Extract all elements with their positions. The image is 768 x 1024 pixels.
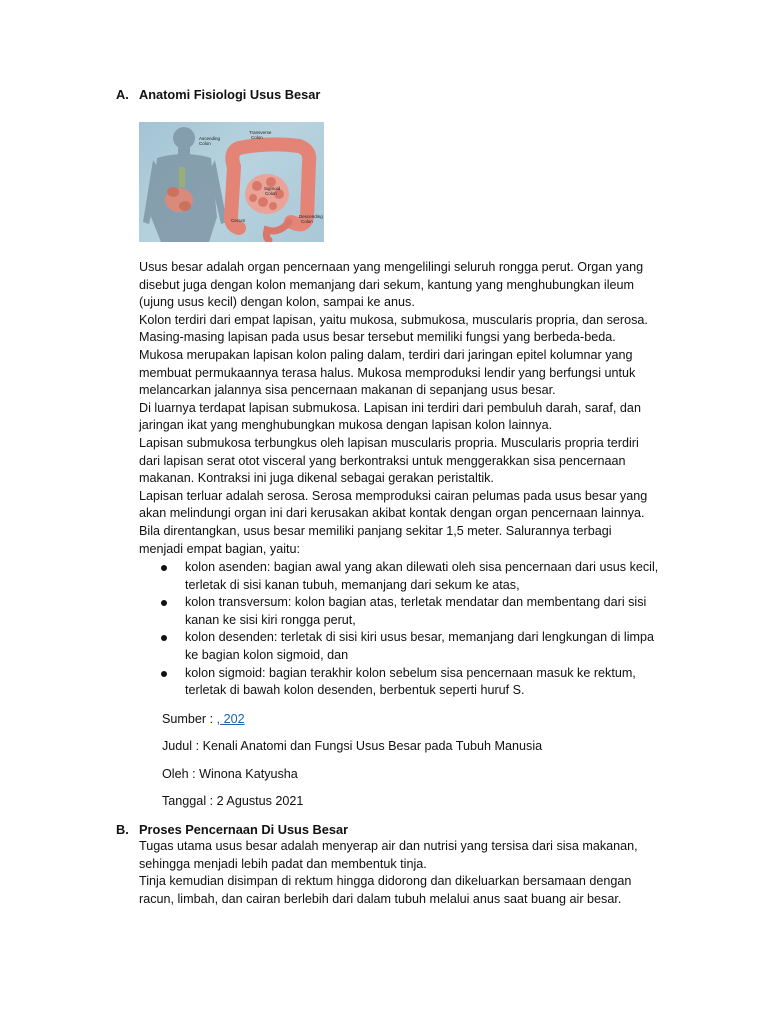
paragraph-line: menjadi empat bagian, yaitu: bbox=[139, 541, 301, 556]
paragraph-line: Lapisan terluar adalah serosa. Serosa memproduksi cairan pelumas pada usus besar yang bbox=[139, 488, 648, 503]
section-b-marker: B. bbox=[116, 822, 129, 837]
section-a-title: Anatomi Fisiologi Usus Besar bbox=[139, 87, 321, 102]
source-link[interactable]: , 202 bbox=[216, 712, 245, 726]
paragraph-line: dari lapisan serat otot visceral yang berkontraksi untuk menggerakkan sisa pencernaan bbox=[139, 453, 626, 468]
section-b-body bbox=[139, 838, 679, 908]
bullet-icon bbox=[161, 635, 167, 641]
paragraph-line: Masing-masing lapisan pada usus besar tersebut memiliki fungsi yang berbeda-beda. bbox=[139, 330, 616, 345]
paragraph-line: jaringan ikat yang menghubungkan mukosa dengan lapisan kolon lainnya. bbox=[139, 418, 553, 433]
source-line bbox=[162, 712, 245, 726]
source-label: Sumber : bbox=[162, 712, 217, 726]
label-descending-colon: Descending bbox=[299, 214, 323, 219]
paragraph-line: Usus besar adalah organ pencernaan yang mengelilingi seluruh rongga perut. Organ yang bbox=[139, 260, 644, 274]
paragraph-line: Lapisan submukosa terbungkus oleh lapisan muscularis propria. Muscularis propria terdiri bbox=[139, 435, 639, 450]
paragraph-line: makanan. Kontraksi ini juga dikenal sebagai gerakan peristaltik. bbox=[139, 471, 494, 486]
author-line: Oleh : Winona Katyusha bbox=[162, 767, 298, 781]
paragraph-line: racun, limbah, dan cairan berlebih dari dalam tubuh melalui anus saat buang air besar. bbox=[139, 891, 622, 906]
label-cecum: Cecum bbox=[231, 218, 246, 223]
paragraph-line: sehingga menjadi lebih padat dan membentuk tinja. bbox=[139, 856, 427, 871]
section-a-marker: A. bbox=[116, 87, 129, 102]
paragraph-line: Tugas utama usus besar adalah menyerap air dan nutrisi yang tersisa dari sisa makanan, bbox=[139, 839, 638, 853]
paragraph-line: akan melindungi organ ini dari kerusakan akibat kontak dengan organ pencernaan lainnya. bbox=[139, 506, 645, 521]
paragraph-line: membuat permukaannya terasa halus. Mukosa memproduksi lendir yang berfungsi untuk bbox=[139, 365, 636, 380]
paragraph-line: Di luarnya terdapat lapisan submukosa. Lapisan ini terdiri dari pembuluh darah, saraf, dan bbox=[139, 400, 641, 415]
paragraph-line: Bila direntangkan, usus besar memiliki panjang sekitar 1,5 meter. Salurannya terbagi bbox=[139, 523, 612, 538]
list-item: kolon sigmoid: bagian terakhir kolon sebelum sisa pencernaan masuk ke rektum, terletak di bawah kolon desenden, berbentuk seperti huruf S. bbox=[139, 665, 679, 700]
svg-text:Colon: Colon bbox=[199, 141, 211, 146]
judul-line: Judul : Kenali Anatomi dan Fungsi Usus Besar pada Tubuh Manusia bbox=[162, 739, 543, 753]
svg-text:Colon: Colon bbox=[301, 219, 313, 224]
section-a-heading bbox=[116, 87, 416, 105]
paragraph-line: Mukosa merupakan lapisan kolon paling dalam, terdiri dari jaringan epitel kolumnar yang bbox=[139, 347, 633, 362]
bullet-icon bbox=[161, 600, 167, 606]
colon-parts-list bbox=[139, 559, 679, 700]
paragraph-line: Tinja kemudian disimpan di rektum hingga didorong dan dikeluarkan bersamaan dengan bbox=[139, 874, 632, 889]
bullet-icon bbox=[161, 671, 167, 677]
colon-anatomy-figure bbox=[139, 122, 324, 242]
paragraph-line: melancarkan jalannya sisa pencernaan makanan di sepanjang usus besar. bbox=[139, 383, 556, 398]
label-sigmoid-colon: Sigmoid bbox=[264, 186, 281, 191]
colon-illustration bbox=[139, 122, 324, 242]
label-transverse-colon: Transverse bbox=[249, 130, 272, 135]
section-b-title: Proses Pencernaan Di Usus Besar bbox=[139, 822, 349, 837]
section-a-body bbox=[139, 259, 679, 558]
list-item: kolon desenden: terletak di sisi kiri usus besar, memanjang dari lengkungan di limpa ke bagian kolon sigmoid, dan bbox=[139, 629, 679, 664]
svg-text:Colon: Colon bbox=[251, 135, 263, 140]
paragraph-line: Kolon terdiri dari empat lapisan, yaitu mukosa, submukosa, muscularis propria, dan serosa. bbox=[139, 312, 648, 327]
bullet-icon bbox=[161, 565, 167, 571]
label-ascending-colon: Ascending bbox=[199, 136, 221, 141]
list-item: kolon asenden: bagian awal yang akan dilewati oleh sisa pencernaan dari usus kecil, terletak di sisi kanan tubuh, memanjang dari sekum ke atas, bbox=[139, 559, 679, 594]
list-item: kolon transversum: kolon bagian atas, terletak mendatar dan membentang dari sisi kanan ke sisi kiri rongga perut, bbox=[139, 594, 679, 629]
date-line: Tanggal : 2 Agustus 2021 bbox=[162, 794, 304, 808]
svg-text:Colon: Colon bbox=[265, 191, 277, 196]
paragraph-line: (ujung usus kecil) dengan kolon, sampai ke anus. bbox=[139, 295, 415, 310]
paragraph-line: disebut juga dengan kolon memanjang dari sekum, kantung yang menghubungkan ileum bbox=[139, 277, 634, 292]
